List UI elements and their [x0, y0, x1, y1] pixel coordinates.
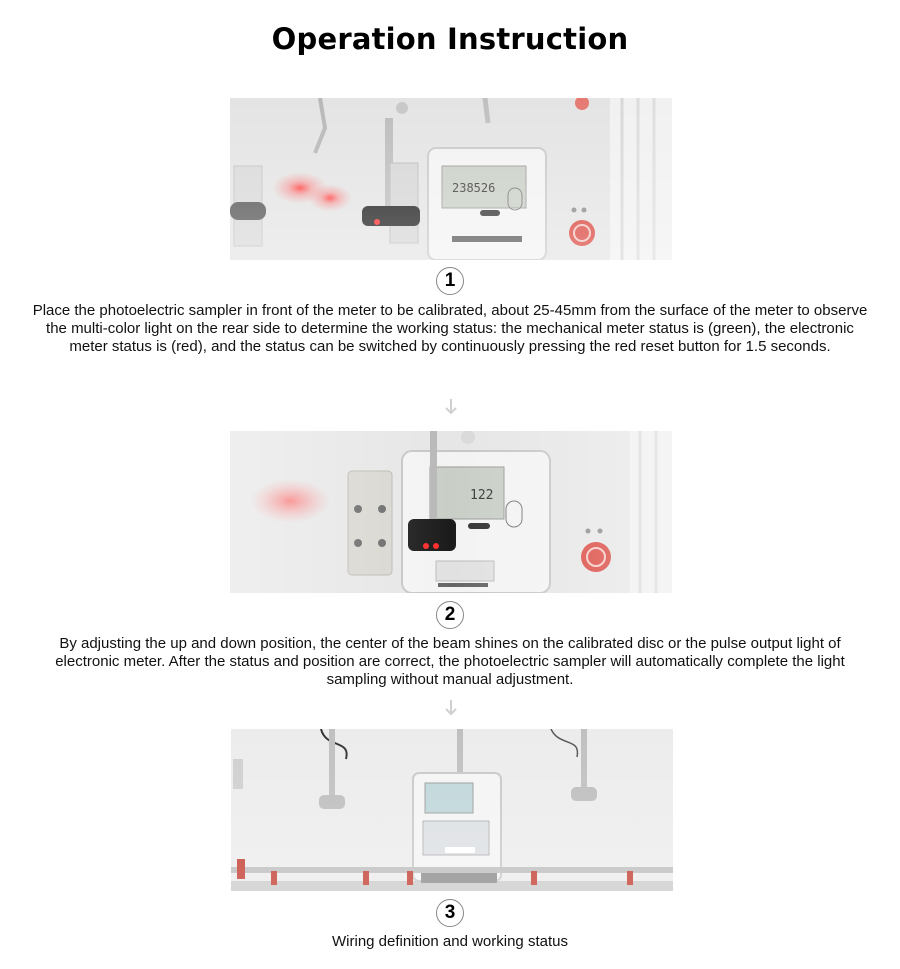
step-1-description: Place the photoelectric sampler in front of the meter to be calibrated, about 25-45mm from the surface of the meter to observe the multi-color light on the rear side to determine the working status: the mechanical meter status is (green), the electronic meter status is (red), and the status can be switched by continuously pressing the red reset button for 1.5 seconds.: [32, 302, 868, 355]
page-title: Operation Instruction: [271, 22, 629, 56]
step-1-number-badge: 1: [436, 267, 464, 295]
arrow-down-icon: [443, 698, 459, 718]
step-3-description: Wiring definition and working status: [332, 933, 568, 950]
step-1-photo: [230, 98, 672, 260]
step-3-number-badge: 3: [436, 899, 464, 927]
arrow-down-icon: [443, 397, 459, 417]
step-2-photo: [230, 431, 672, 593]
step-3-photo: [231, 729, 673, 891]
step-2-description: By adjusting the up and down position, the center of the beam shines on the calibrated disc or the pulse output light of electronic meter. After the status and position are correct, the photoelectric sampler will automatically complete the light sampling without manual adjustment.: [55, 635, 845, 688]
step-2-number-badge: 2: [436, 601, 464, 629]
